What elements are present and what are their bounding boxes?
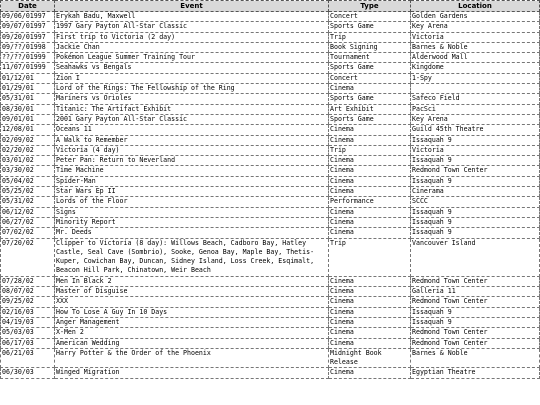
location-cell: Vancouver Island	[411, 238, 540, 276]
type-cell: Cinema	[329, 307, 411, 317]
event-cell: Master of Disguise	[55, 287, 329, 297]
event-cell: Titanic: The Artifact Exhibit	[55, 104, 329, 114]
location-cell: Issaquah 9	[411, 228, 540, 238]
date-cell: 05/31/01	[1, 94, 55, 104]
event-cell: A Walk to Remember	[55, 135, 329, 145]
type-cell: Cinema	[329, 328, 411, 338]
event-cell: Minority Report	[55, 217, 329, 227]
date-cell: 08/07/02	[1, 287, 55, 297]
location-cell: Barnes & Noble	[411, 42, 540, 52]
date-cell: 01/12/01	[1, 73, 55, 83]
event-cell: Jackie Chan	[55, 42, 329, 52]
table-row	[1, 135, 540, 145]
location-cell: Redmond Town Center	[411, 166, 540, 176]
date-cell: 05/31/02	[1, 197, 55, 207]
event-cell: Victoria (4 day)	[55, 145, 329, 155]
date-cell: 02/09/02	[1, 135, 55, 145]
event-cell: Men In Black 2	[55, 276, 329, 286]
location-cell: Barnes & Noble	[411, 348, 540, 368]
type-cell: Cinema	[329, 176, 411, 186]
table-row	[1, 187, 540, 197]
type-cell: Book Signing	[329, 42, 411, 52]
table-row	[1, 125, 540, 135]
table-row	[1, 84, 540, 94]
event-cell: Anger Management	[55, 317, 329, 327]
table-row	[1, 338, 540, 348]
event-cell: Mariners vs Orioles	[55, 94, 329, 104]
date-cell: 06/21/03	[1, 348, 55, 368]
date-cell: 09/20/01997	[1, 32, 55, 42]
table-row	[1, 73, 540, 83]
type-cell: Cinema	[329, 297, 411, 307]
table-row	[1, 207, 540, 217]
column-header-date: Date	[1, 1, 55, 12]
event-cell: 1997 Gary Payton All-Star Classic	[55, 22, 329, 32]
type-cell: Concert	[329, 73, 411, 83]
location-cell: Redmond Town Center	[411, 328, 540, 338]
column-header-type: Type	[329, 1, 411, 12]
location-cell: Alderwood Mall	[411, 53, 540, 63]
date-cell: 09/01/01	[1, 114, 55, 124]
location-cell: Safeco Field	[411, 94, 540, 104]
location-cell: Redmond Town Center	[411, 297, 540, 307]
table-row	[1, 317, 540, 327]
date-cell: 07/28/02	[1, 276, 55, 286]
location-cell: Kingdome	[411, 63, 540, 73]
type-cell: Cinema	[329, 368, 411, 378]
column-header-location: Location	[411, 1, 540, 12]
type-cell: Midnight Book Release	[329, 348, 411, 368]
type-cell: Cinema	[329, 135, 411, 145]
type-cell: Cinema	[329, 317, 411, 327]
event-cell: Star Wars Ep II	[55, 187, 329, 197]
event-cell: Signs	[55, 207, 329, 217]
location-cell: Redmond Town Center	[411, 338, 540, 348]
location-cell: Galleria 11	[411, 287, 540, 297]
event-cell: Peter Pan: Return to Neverland	[55, 156, 329, 166]
location-cell: Victoria	[411, 145, 540, 155]
table-row	[1, 368, 540, 378]
date-cell: 07/20/02	[1, 238, 55, 276]
type-cell: Cinema	[329, 125, 411, 135]
event-cell: Lord of the Rings: The Fellowship of the Ring	[55, 84, 329, 94]
date-cell: 03/30/02	[1, 166, 55, 176]
table-row	[1, 176, 540, 186]
location-cell: Key Arena	[411, 114, 540, 124]
location-cell: PacSci	[411, 104, 540, 114]
table-row	[1, 12, 540, 22]
event-cell: X-Men 2	[55, 328, 329, 338]
date-cell: 06/27/02	[1, 217, 55, 227]
location-cell: Egyptian Theatre	[411, 368, 540, 378]
location-cell: Guild 45th Theatre	[411, 125, 540, 135]
type-cell: Trip	[329, 238, 411, 276]
date-cell: 05/03/03	[1, 328, 55, 338]
table-row	[1, 166, 540, 176]
date-cell: 12/08/01	[1, 125, 55, 135]
event-cell: Winged Migration	[55, 368, 329, 378]
location-cell: Issaquah 9	[411, 207, 540, 217]
table-row	[1, 63, 540, 73]
date-cell: 09/??/01998	[1, 42, 55, 52]
location-cell	[411, 84, 540, 94]
type-cell: Cinema	[329, 228, 411, 238]
type-cell: Cinema	[329, 338, 411, 348]
event-cell: Spider-Man	[55, 176, 329, 186]
type-cell: Sports Game	[329, 114, 411, 124]
date-cell: 04/19/03	[1, 317, 55, 327]
type-cell: Sports Game	[329, 94, 411, 104]
table-row	[1, 53, 540, 63]
date-cell: 05/04/02	[1, 176, 55, 186]
location-cell: Golden Gardens	[411, 12, 540, 22]
event-cell: Pokémon League Summer Training Tour	[55, 53, 329, 63]
table-row	[1, 104, 540, 114]
event-cell: American Wedding	[55, 338, 329, 348]
date-cell: 06/30/03	[1, 368, 55, 378]
event-cell: How To Lose A Guy In 10 Days	[55, 307, 329, 317]
date-cell: ??/??/01999	[1, 53, 55, 63]
event-cell: Zion I	[55, 73, 329, 83]
event-cell: Clipper to Victoria (8 day): Willows Beach, Cadboro Bay, Hatley Castle, Seal Cave (Sombrio), Sooke, Genoa Bay, Maple Bay, Thetis-Kuper, Cowichan Bay, Duncan, Sidney Island, Loss Creek, Esqimalt, Beacon Hill Park, Chinatown, Weir Beach	[55, 238, 329, 276]
location-cell: SCCC	[411, 197, 540, 207]
date-cell: 08/30/01	[1, 104, 55, 114]
table-row	[1, 156, 540, 166]
type-cell: Performance	[329, 197, 411, 207]
location-cell: Issaquah 9	[411, 156, 540, 166]
header-row	[1, 1, 540, 12]
type-cell: Sports Game	[329, 63, 411, 73]
location-cell: Redmond Town Center	[411, 276, 540, 286]
event-cell: Time Machine	[55, 166, 329, 176]
table-row	[1, 228, 540, 238]
table-row	[1, 22, 540, 32]
type-cell: Cinema	[329, 84, 411, 94]
type-cell: Cinema	[329, 287, 411, 297]
event-cell: First trip to Victoria (2 day)	[55, 32, 329, 42]
event-cell: Seahawks vs Bengals	[55, 63, 329, 73]
table-row	[1, 197, 540, 207]
type-cell: Trip	[329, 145, 411, 155]
table-body	[1, 12, 540, 379]
type-cell: Cinema	[329, 166, 411, 176]
date-cell: 11/07/01999	[1, 63, 55, 73]
type-cell: Cinema	[329, 207, 411, 217]
table-row	[1, 297, 540, 307]
table-row	[1, 328, 540, 338]
date-cell: 01/29/01	[1, 84, 55, 94]
type-cell: Cinema	[329, 156, 411, 166]
location-cell: Key Arena	[411, 22, 540, 32]
date-cell: 03/01/02	[1, 156, 55, 166]
table-row	[1, 238, 540, 276]
location-cell: Issaquah 9	[411, 217, 540, 227]
date-cell: 09/25/02	[1, 297, 55, 307]
date-cell: 07/02/02	[1, 228, 55, 238]
location-cell: Victoria	[411, 32, 540, 42]
type-cell: Concert	[329, 12, 411, 22]
event-cell: Harry Potter & the Order of the Phoenix	[55, 348, 329, 368]
location-cell: Cinerama	[411, 187, 540, 197]
type-cell: Cinema	[329, 217, 411, 227]
date-cell: 02/20/02	[1, 145, 55, 155]
event-cell: Lords of the Floor	[55, 197, 329, 207]
location-cell: Issaquah 9	[411, 307, 540, 317]
table-row	[1, 217, 540, 227]
date-cell: 06/17/03	[1, 338, 55, 348]
table-row	[1, 287, 540, 297]
event-cell: Mr. Deeds	[55, 228, 329, 238]
table-row	[1, 307, 540, 317]
table-row	[1, 94, 540, 104]
date-cell: 06/12/02	[1, 207, 55, 217]
type-cell: Cinema	[329, 187, 411, 197]
table-row	[1, 348, 540, 368]
location-cell: 1-Spy	[411, 73, 540, 83]
date-cell: 02/16/03	[1, 307, 55, 317]
type-cell: Trip	[329, 32, 411, 42]
location-cell: Issaquah 9	[411, 317, 540, 327]
type-cell: Cinema	[329, 276, 411, 286]
type-cell: Sports Game	[329, 22, 411, 32]
table-row	[1, 276, 540, 286]
event-cell: Oceans 11	[55, 125, 329, 135]
event-cell: XXX	[55, 297, 329, 307]
date-cell: 09/07/01997	[1, 22, 55, 32]
type-cell: Tournament	[329, 53, 411, 63]
table-row	[1, 114, 540, 124]
date-cell: 05/25/02	[1, 187, 55, 197]
table-row	[1, 145, 540, 155]
type-cell: Art Exhibit	[329, 104, 411, 114]
column-header-event: Event	[55, 1, 329, 12]
table-row	[1, 32, 540, 42]
date-cell: 09/06/01997	[1, 12, 55, 22]
location-cell: Issaquah 9	[411, 135, 540, 145]
event-cell: 2001 Gary Payton All-Star Classic	[55, 114, 329, 124]
table-row	[1, 42, 540, 52]
event-cell: Erykah Badu, Maxwell	[55, 12, 329, 22]
location-cell: Issaquah 9	[411, 176, 540, 186]
